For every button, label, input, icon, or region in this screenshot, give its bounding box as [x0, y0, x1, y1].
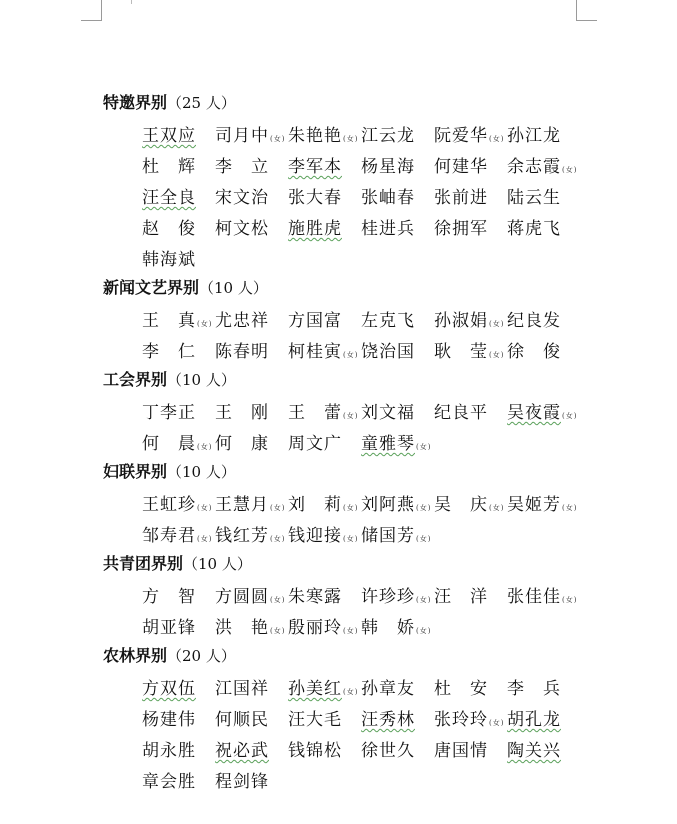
member-name: 胡永胜 [142, 741, 196, 761]
member-entry [434, 337, 507, 362]
member-name: 孙美红 [288, 679, 342, 699]
member-name: 蒋虎飞 [507, 219, 561, 239]
member-entry [507, 398, 580, 423]
female-marker: (女) [343, 504, 359, 512]
member-entry [434, 736, 507, 761]
member-entry [434, 490, 507, 515]
member-name: 桂进兵 [361, 219, 415, 239]
female-marker: (女) [416, 443, 432, 451]
member-entry [507, 490, 580, 515]
member-entry [361, 306, 434, 331]
member-name: 汪秀林 [361, 710, 415, 730]
member-entry [288, 337, 361, 362]
female-marker: (女) [270, 135, 286, 143]
member-entry [507, 214, 580, 239]
member-entry [434, 398, 507, 423]
member-name: 张前进 [434, 188, 488, 208]
sector-name: 特邀界别 [103, 93, 168, 112]
member-name: 宋文治 [215, 188, 269, 208]
member-name: 杜 辉 [142, 157, 196, 177]
member-entry [434, 214, 507, 239]
member-name: 刘阿燕 [361, 495, 415, 515]
member-name: 吴夜霞 [507, 403, 561, 423]
member-entry [434, 183, 507, 208]
member-entry [142, 429, 215, 454]
member-entry [507, 705, 580, 730]
member-name: 洪 艳 [215, 618, 269, 638]
member-entry [215, 214, 288, 239]
female-marker: (女) [416, 504, 432, 512]
member-entry [288, 521, 361, 546]
member-name: 胡孔龙 [507, 710, 561, 730]
member-name: 徐 俊 [507, 342, 561, 362]
member-entry [434, 306, 507, 331]
member-name: 朱寒露 [288, 587, 342, 607]
sector-heading [103, 88, 603, 118]
female-marker: (女) [489, 135, 505, 143]
member-entry [361, 214, 434, 239]
member-entry [142, 767, 215, 792]
member-name: 储国芳 [361, 526, 415, 546]
member-name: 纪良平 [434, 403, 488, 423]
member-entry [215, 337, 288, 362]
member-entry [361, 152, 434, 177]
member-entry [215, 674, 288, 699]
female-marker: (女) [270, 596, 286, 604]
sector-section [103, 365, 603, 457]
member-entry [288, 613, 361, 638]
member-name: 杜 安 [434, 679, 488, 699]
member-row [142, 303, 603, 334]
member-name: 李 兵 [507, 679, 561, 699]
member-name: 饶治国 [361, 342, 415, 362]
member-entry [288, 736, 361, 761]
sector-member-count: （10 人） [167, 371, 236, 389]
member-entry [288, 398, 361, 423]
female-marker: (女) [270, 535, 286, 543]
member-name: 刘 莉 [288, 495, 342, 515]
member-row [142, 395, 603, 426]
female-marker: (女) [489, 320, 505, 328]
member-name: 李军本 [288, 157, 342, 177]
female-marker: (女) [343, 351, 359, 359]
member-entry [361, 121, 434, 146]
member-entry [361, 705, 434, 730]
member-name: 张玲玲 [434, 710, 488, 730]
member-name: 唐国情 [434, 741, 488, 761]
sector-heading [103, 641, 603, 671]
member-entry [215, 613, 288, 638]
female-marker: (女) [343, 688, 359, 696]
sector-name: 新闻文艺界别 [103, 278, 200, 297]
member-name: 江国祥 [215, 679, 269, 699]
member-entry [361, 521, 434, 546]
sector-heading [103, 273, 603, 303]
member-name: 李 仁 [142, 342, 196, 362]
member-name: 何顺民 [215, 710, 269, 730]
member-name: 杨星海 [361, 157, 415, 177]
member-name: 方圆圆 [215, 587, 269, 607]
member-row [142, 334, 603, 365]
member-name: 童雅琴 [361, 434, 415, 454]
page-edge-tick [131, 0, 132, 4]
member-row [142, 180, 603, 211]
member-entry [361, 490, 434, 515]
member-entry [288, 183, 361, 208]
member-name: 刘文福 [361, 403, 415, 423]
member-name: 张岫春 [361, 188, 415, 208]
member-list-document [103, 88, 603, 795]
member-row [142, 118, 603, 149]
member-entry [215, 767, 288, 792]
member-entry [215, 183, 288, 208]
member-entry [288, 121, 361, 146]
member-name: 杨建伟 [142, 710, 196, 730]
female-marker: (女) [416, 596, 432, 604]
member-entry [215, 121, 288, 146]
member-name: 柯文松 [215, 219, 269, 239]
member-entry [288, 674, 361, 699]
member-grid [142, 118, 603, 273]
member-name: 丁李正 [142, 403, 196, 423]
female-marker: (女) [270, 627, 286, 635]
female-marker: (女) [562, 596, 578, 604]
member-entry [288, 490, 361, 515]
member-name: 何 康 [215, 434, 269, 454]
member-name: 钱锦松 [288, 741, 342, 761]
member-name: 孙淑娟 [434, 311, 488, 331]
female-marker: (女) [270, 504, 286, 512]
member-entry [361, 337, 434, 362]
member-name: 章会胜 [142, 772, 196, 792]
sector-name: 农林界别 [103, 646, 168, 665]
sector-member-count: （10 人） [199, 279, 268, 297]
member-entry [215, 152, 288, 177]
female-marker: (女) [489, 351, 505, 359]
member-entry [434, 705, 507, 730]
member-entry [288, 705, 361, 730]
female-marker: (女) [343, 627, 359, 635]
member-name: 李 立 [215, 157, 269, 177]
member-entry [361, 183, 434, 208]
female-marker: (女) [562, 504, 578, 512]
member-entry [142, 245, 215, 270]
member-name: 殷丽玲 [288, 618, 342, 638]
member-entry [142, 398, 215, 423]
member-name: 孙章友 [361, 679, 415, 699]
member-entry [142, 337, 215, 362]
member-name: 汪大毛 [288, 710, 342, 730]
member-name: 赵 俊 [142, 219, 196, 239]
member-name: 孙江龙 [507, 126, 561, 146]
member-entry [142, 613, 215, 638]
member-entry [142, 521, 215, 546]
member-entry [507, 152, 580, 177]
member-entry [142, 183, 215, 208]
member-entry [142, 674, 215, 699]
member-entry [361, 736, 434, 761]
member-entry [434, 152, 507, 177]
member-name: 汪 洋 [434, 587, 488, 607]
member-entry [507, 183, 580, 208]
female-marker: (女) [562, 166, 578, 174]
member-entry [142, 490, 215, 515]
member-entry [288, 306, 361, 331]
member-name: 程剑锋 [215, 772, 269, 792]
sector-member-count: （10 人） [183, 555, 252, 573]
member-entry [507, 121, 580, 146]
sector-name: 共青团界别 [103, 554, 184, 573]
member-entry [434, 582, 507, 607]
sector-heading [103, 365, 603, 395]
sector-name: 妇联界别 [103, 462, 168, 481]
member-entry [288, 582, 361, 607]
member-name: 韩海斌 [142, 250, 196, 270]
member-entry [507, 674, 580, 699]
crop-mark-top-right [576, 0, 597, 21]
member-row [142, 733, 603, 764]
member-grid [142, 487, 603, 549]
sector-section [103, 641, 603, 795]
member-name: 周文广 [288, 434, 342, 454]
female-marker: (女) [343, 412, 359, 420]
sector-member-count: （10 人） [167, 463, 236, 481]
member-name: 施胜虎 [288, 219, 342, 239]
member-name: 柯桂寅 [288, 342, 342, 362]
member-name: 纪良发 [507, 311, 561, 331]
member-entry [507, 736, 580, 761]
member-name: 韩 娇 [361, 618, 415, 638]
member-name: 徐拥军 [434, 219, 488, 239]
sector-section [103, 88, 603, 273]
member-row [142, 579, 603, 610]
member-name: 张佳佳 [507, 587, 561, 607]
female-marker: (女) [489, 719, 505, 727]
member-name: 陶关兴 [507, 741, 561, 761]
member-entry [142, 306, 215, 331]
member-row [142, 149, 603, 180]
member-entry [215, 705, 288, 730]
member-row [142, 487, 603, 518]
member-name: 江云龙 [361, 126, 415, 146]
sector-member-count: （25 人） [167, 94, 236, 112]
member-entry [142, 121, 215, 146]
member-entry [361, 429, 434, 454]
member-name: 王 刚 [215, 403, 269, 423]
member-row [142, 764, 603, 795]
female-marker: (女) [489, 504, 505, 512]
sector-section [103, 457, 603, 549]
member-grid [142, 671, 603, 795]
member-entry [361, 613, 434, 638]
sector-section [103, 273, 603, 365]
member-name: 尤忠祥 [215, 311, 269, 331]
crop-mark-top-left [81, 0, 102, 21]
member-name: 朱艳艳 [288, 126, 342, 146]
member-entry [215, 736, 288, 761]
member-entry [507, 582, 580, 607]
member-name: 许珍珍 [361, 587, 415, 607]
member-name: 方双伍 [142, 679, 196, 699]
member-name: 陆云生 [507, 188, 561, 208]
member-entry [434, 121, 507, 146]
member-row [142, 518, 603, 549]
member-entry [142, 214, 215, 239]
female-marker: (女) [197, 535, 213, 543]
member-row [142, 242, 603, 273]
member-name: 钱红芳 [215, 526, 269, 546]
member-name: 左克飞 [361, 311, 415, 331]
sector-section [103, 549, 603, 641]
member-name: 张大春 [288, 188, 342, 208]
member-entry [507, 337, 580, 362]
member-entry [361, 674, 434, 699]
member-name: 余志霞 [507, 157, 561, 177]
member-name: 徐世久 [361, 741, 415, 761]
member-entry [434, 674, 507, 699]
member-name: 汪全良 [142, 188, 196, 208]
member-name: 吴姬芳 [507, 495, 561, 515]
female-marker: (女) [343, 135, 359, 143]
member-name: 王 真 [142, 311, 196, 331]
female-marker: (女) [343, 535, 359, 543]
member-entry [215, 521, 288, 546]
member-name: 陈春明 [215, 342, 269, 362]
female-marker: (女) [197, 504, 213, 512]
female-marker: (女) [562, 412, 578, 420]
member-name: 何建华 [434, 157, 488, 177]
sector-member-count: （20 人） [167, 647, 236, 665]
member-name: 方 智 [142, 587, 196, 607]
member-entry [142, 582, 215, 607]
member-name: 司月中 [215, 126, 269, 146]
member-grid [142, 395, 603, 457]
member-name: 阮爱华 [434, 126, 488, 146]
female-marker: (女) [197, 443, 213, 451]
member-name: 方国富 [288, 311, 342, 331]
member-row [142, 671, 603, 702]
member-name: 王虹珍 [142, 495, 196, 515]
member-entry [215, 490, 288, 515]
sector-heading [103, 549, 603, 579]
member-row [142, 610, 603, 641]
member-entry [288, 152, 361, 177]
sector-name: 工会界别 [103, 370, 168, 389]
member-grid [142, 303, 603, 365]
sector-heading [103, 457, 603, 487]
member-entry [142, 705, 215, 730]
member-entry [215, 398, 288, 423]
member-entry [288, 429, 361, 454]
member-name: 祝必武 [215, 741, 269, 761]
member-name: 何 晨 [142, 434, 196, 454]
member-name: 吴 庆 [434, 495, 488, 515]
member-name: 王慧月 [215, 495, 269, 515]
member-entry [215, 429, 288, 454]
member-row [142, 211, 603, 242]
female-marker: (女) [197, 320, 213, 328]
member-name: 王 蕾 [288, 403, 342, 423]
member-entry [361, 398, 434, 423]
member-name: 胡亚锋 [142, 618, 196, 638]
member-entry [361, 582, 434, 607]
member-entry [142, 736, 215, 761]
member-row [142, 426, 603, 457]
member-name: 耿 莹 [434, 342, 488, 362]
female-marker: (女) [416, 535, 432, 543]
member-entry [288, 214, 361, 239]
member-grid [142, 579, 603, 641]
member-name: 王双应 [142, 126, 196, 146]
member-entry [507, 306, 580, 331]
female-marker: (女) [416, 627, 432, 635]
member-row [142, 702, 603, 733]
member-entry [142, 152, 215, 177]
member-name: 钱迎接 [288, 526, 342, 546]
member-entry [215, 306, 288, 331]
member-name: 邹寿君 [142, 526, 196, 546]
member-entry [215, 582, 288, 607]
